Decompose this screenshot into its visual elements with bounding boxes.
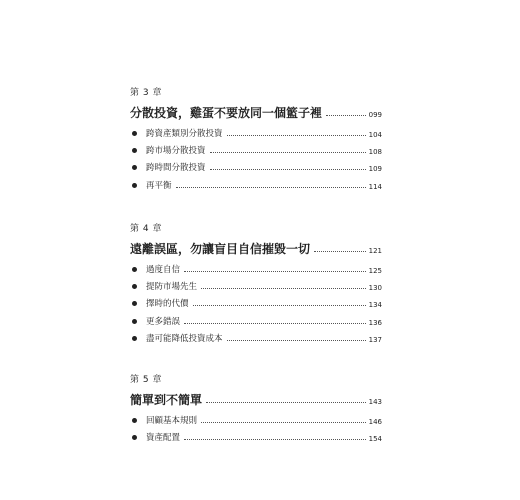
dot-leader [184, 439, 366, 440]
bullet-icon [132, 319, 137, 324]
chapter-5 [130, 375, 382, 444]
chapter-title-row [130, 391, 382, 407]
dot-leader [184, 271, 366, 272]
chapter-title: 分散投資，雞蛋不要放同一個籃子裡 [130, 106, 323, 120]
chapter-title: 遠離誤區，勿讓盲目自信摧毀一切 [130, 242, 311, 256]
entry-title: 提防市場先生 [146, 282, 198, 293]
chapter-label: 第 4 章 [130, 224, 162, 234]
entry-title: 盡可能降低投資成本 [146, 333, 223, 344]
dot-leader [227, 135, 366, 136]
toc-entry [130, 176, 382, 192]
dot-leader [210, 152, 366, 153]
entry-page-number: 134 [368, 301, 382, 310]
entry-page-number: 137 [368, 335, 382, 344]
toc-entry [130, 277, 382, 293]
chapter-label: 第 3 章 [130, 88, 162, 98]
toc-entry [130, 260, 382, 276]
entry-page-number: 136 [368, 318, 382, 327]
dot-leader [184, 323, 366, 324]
toc-entry [130, 329, 382, 345]
entry-list [130, 260, 382, 345]
entry-title: 跨時間分散投資 [146, 163, 206, 174]
entry-page-number: 108 [368, 148, 382, 157]
dot-leader [314, 251, 366, 252]
bullet-icon [132, 165, 137, 170]
entry-page-number: 114 [368, 182, 382, 191]
entry-page-number: 104 [368, 131, 382, 139]
entry-list [130, 411, 382, 444]
dot-leader [326, 115, 366, 116]
bullet-icon [132, 267, 137, 272]
toc-entry [130, 141, 382, 157]
entry-title: 擇時的代價 [146, 299, 189, 310]
chapter-label: 第 5 章 [130, 375, 162, 385]
dot-leader [210, 169, 366, 170]
toc-entry [130, 124, 382, 140]
dot-leader [176, 187, 366, 188]
bullet-icon [132, 183, 137, 188]
entry-title: 過度自信 [146, 265, 181, 275]
chapter-title: 簡單到不簡單 [130, 393, 203, 407]
dot-leader [193, 305, 366, 306]
entry-title: 跨市場分散投資 [146, 146, 206, 157]
toc-entry [130, 158, 382, 174]
entry-title: 跨資產類別分散投資 [146, 129, 223, 139]
chapter-4 [130, 224, 382, 345]
chapter-page-number: 121 [368, 247, 382, 255]
toc-entry [130, 411, 382, 427]
toc-entry [130, 428, 382, 444]
bullet-icon [132, 148, 137, 153]
dot-leader [201, 288, 366, 289]
entry-page-number: 125 [368, 267, 382, 275]
entry-page-number: 146 [368, 418, 382, 426]
bullet-icon [132, 284, 137, 289]
entry-list [130, 124, 382, 192]
entry-title: 資產配置 [146, 433, 181, 444]
bullet-icon [132, 131, 137, 136]
entry-title: 回顧基本規則 [146, 416, 198, 426]
bullet-icon [132, 301, 137, 306]
chapter-title-row [130, 240, 382, 256]
dot-leader [201, 422, 366, 423]
chapter-page-number: 099 [368, 111, 382, 119]
bullet-icon [132, 336, 137, 341]
chapter-3 [130, 88, 382, 192]
bullet-icon [132, 435, 137, 440]
entry-page-number: 154 [368, 435, 382, 444]
bullet-icon [132, 418, 137, 423]
entry-title: 更多錯誤 [146, 316, 181, 327]
dot-leader [206, 402, 366, 403]
toc-entry [130, 312, 382, 328]
chapter-title-row [130, 104, 382, 120]
chapter-page-number: 143 [368, 398, 382, 406]
entry-page-number: 130 [368, 284, 382, 293]
entry-page-number: 109 [368, 165, 382, 174]
entry-title: 再平衡 [146, 180, 172, 191]
toc-entry [130, 294, 382, 310]
dot-leader [227, 340, 366, 341]
